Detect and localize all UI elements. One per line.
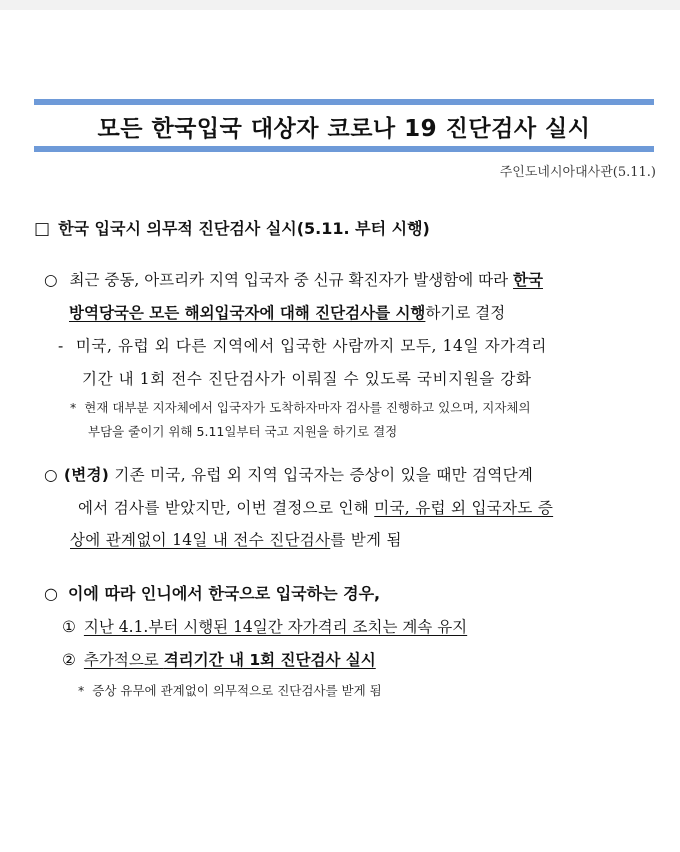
dash-bullet-icon: - — [58, 337, 64, 355]
list-item-2-text: 추가적으로 — [83, 651, 164, 669]
paragraph-1-sub-line-2 — [82, 367, 532, 389]
circle-bullet-icon: ○ — [44, 271, 58, 289]
paragraph-1-sub-line-1 — [58, 334, 547, 356]
paragraph-2-line-2 — [78, 496, 553, 518]
asterisk-icon: * — [70, 400, 77, 415]
p1-sub-text-1: 미국, 유럽 외 다른 지역에서 입국한 사람까지 모두, 14일 자가격리 — [75, 337, 547, 355]
title-top-rule — [34, 99, 654, 105]
change-label: (변경) — [63, 466, 110, 484]
section-heading-1 — [34, 216, 430, 239]
circled-number-2-icon: ② — [62, 651, 76, 669]
p2-underlined-2: 상에 관계없이 14일 내 전수 진단검사 — [70, 531, 331, 549]
asterisk-icon: * — [78, 683, 85, 698]
square-bullet-icon: □ — [34, 219, 51, 239]
paragraph-2-line-3 — [70, 528, 402, 550]
p2-text-2: 에서 검사를 받았지만, 이번 결정으로 인해 — [78, 499, 375, 517]
p2-text-3: 를 받게 됨 — [330, 531, 402, 549]
circled-number-1-icon: ① — [62, 618, 76, 636]
title-bottom-rule — [34, 146, 654, 152]
section-2-note-text: 증상 유무에 관계없이 의무적으로 진단검사를 받게 됨 — [92, 683, 382, 698]
p2-text-1: 기존 미국, 유럽 외 지역 입국자는 증상이 있을 때만 검역단계 — [109, 466, 534, 484]
paragraph-1-note-line-2 — [88, 422, 397, 440]
circle-bullet-icon: ○ — [44, 584, 58, 603]
section-2-heading-text: 이에 따라 인니에서 한국으로 입국하는 경우, — [67, 584, 381, 603]
list-item-2-emphasis: 격리기간 내 1회 진단검사 실시 — [163, 651, 376, 669]
p1-note-text-2: 부담을 줄이기 위해 5.11일부터 국고 지원을 하기로 결정 — [88, 424, 398, 439]
section-2-note — [78, 681, 382, 699]
paragraph-1-note-line-1 — [70, 398, 531, 416]
paragraph-2-line-1 — [44, 463, 533, 485]
section-heading-text: 한국 입국시 의무적 진단검사 실시(5.11. 부터 시행) — [58, 219, 430, 238]
circle-bullet-icon: ○ — [44, 466, 58, 484]
p1-emphasis-start: 한국 — [513, 271, 543, 289]
p1-sub-text-2: 기간 내 1회 전수 진단검사가 이뤄질 수 있도록 국비지원을 강화 — [82, 370, 532, 388]
document-page — [0, 10, 680, 852]
page-title: 모든 한국입국 대상자 코로나 19 진단검사 실시 — [97, 116, 591, 142]
list-item-1 — [62, 615, 467, 637]
list-item-2 — [62, 648, 376, 670]
p1-text-rest: 하기로 결정 — [425, 304, 506, 322]
source-label: 주인도네시아대사관(5.11.) — [499, 165, 656, 180]
p2-underlined-1: 미국, 유럽 외 입국자도 증 — [374, 499, 554, 517]
paragraph-1-line-1 — [44, 268, 543, 290]
paragraph-1-line-2 — [69, 301, 505, 323]
p1-note-text-1: 현재 대부분 지자체에서 입국자가 도착하자마자 검사를 진행하고 있으며, 지자체의 — [84, 400, 531, 415]
p1-text: 최근 중동, 아프리카 지역 입국자 중 신규 확진자가 발생함에 따라 — [69, 271, 514, 289]
list-item-1-text: 지난 4.1.부터 시행된 14일간 자가격리 조치는 계속 유지 — [83, 618, 468, 636]
p1-emphasis: 방역당국은 모든 해외입국자에 대해 진단검사를 시행 — [69, 304, 426, 322]
section-heading-2 — [44, 581, 380, 604]
